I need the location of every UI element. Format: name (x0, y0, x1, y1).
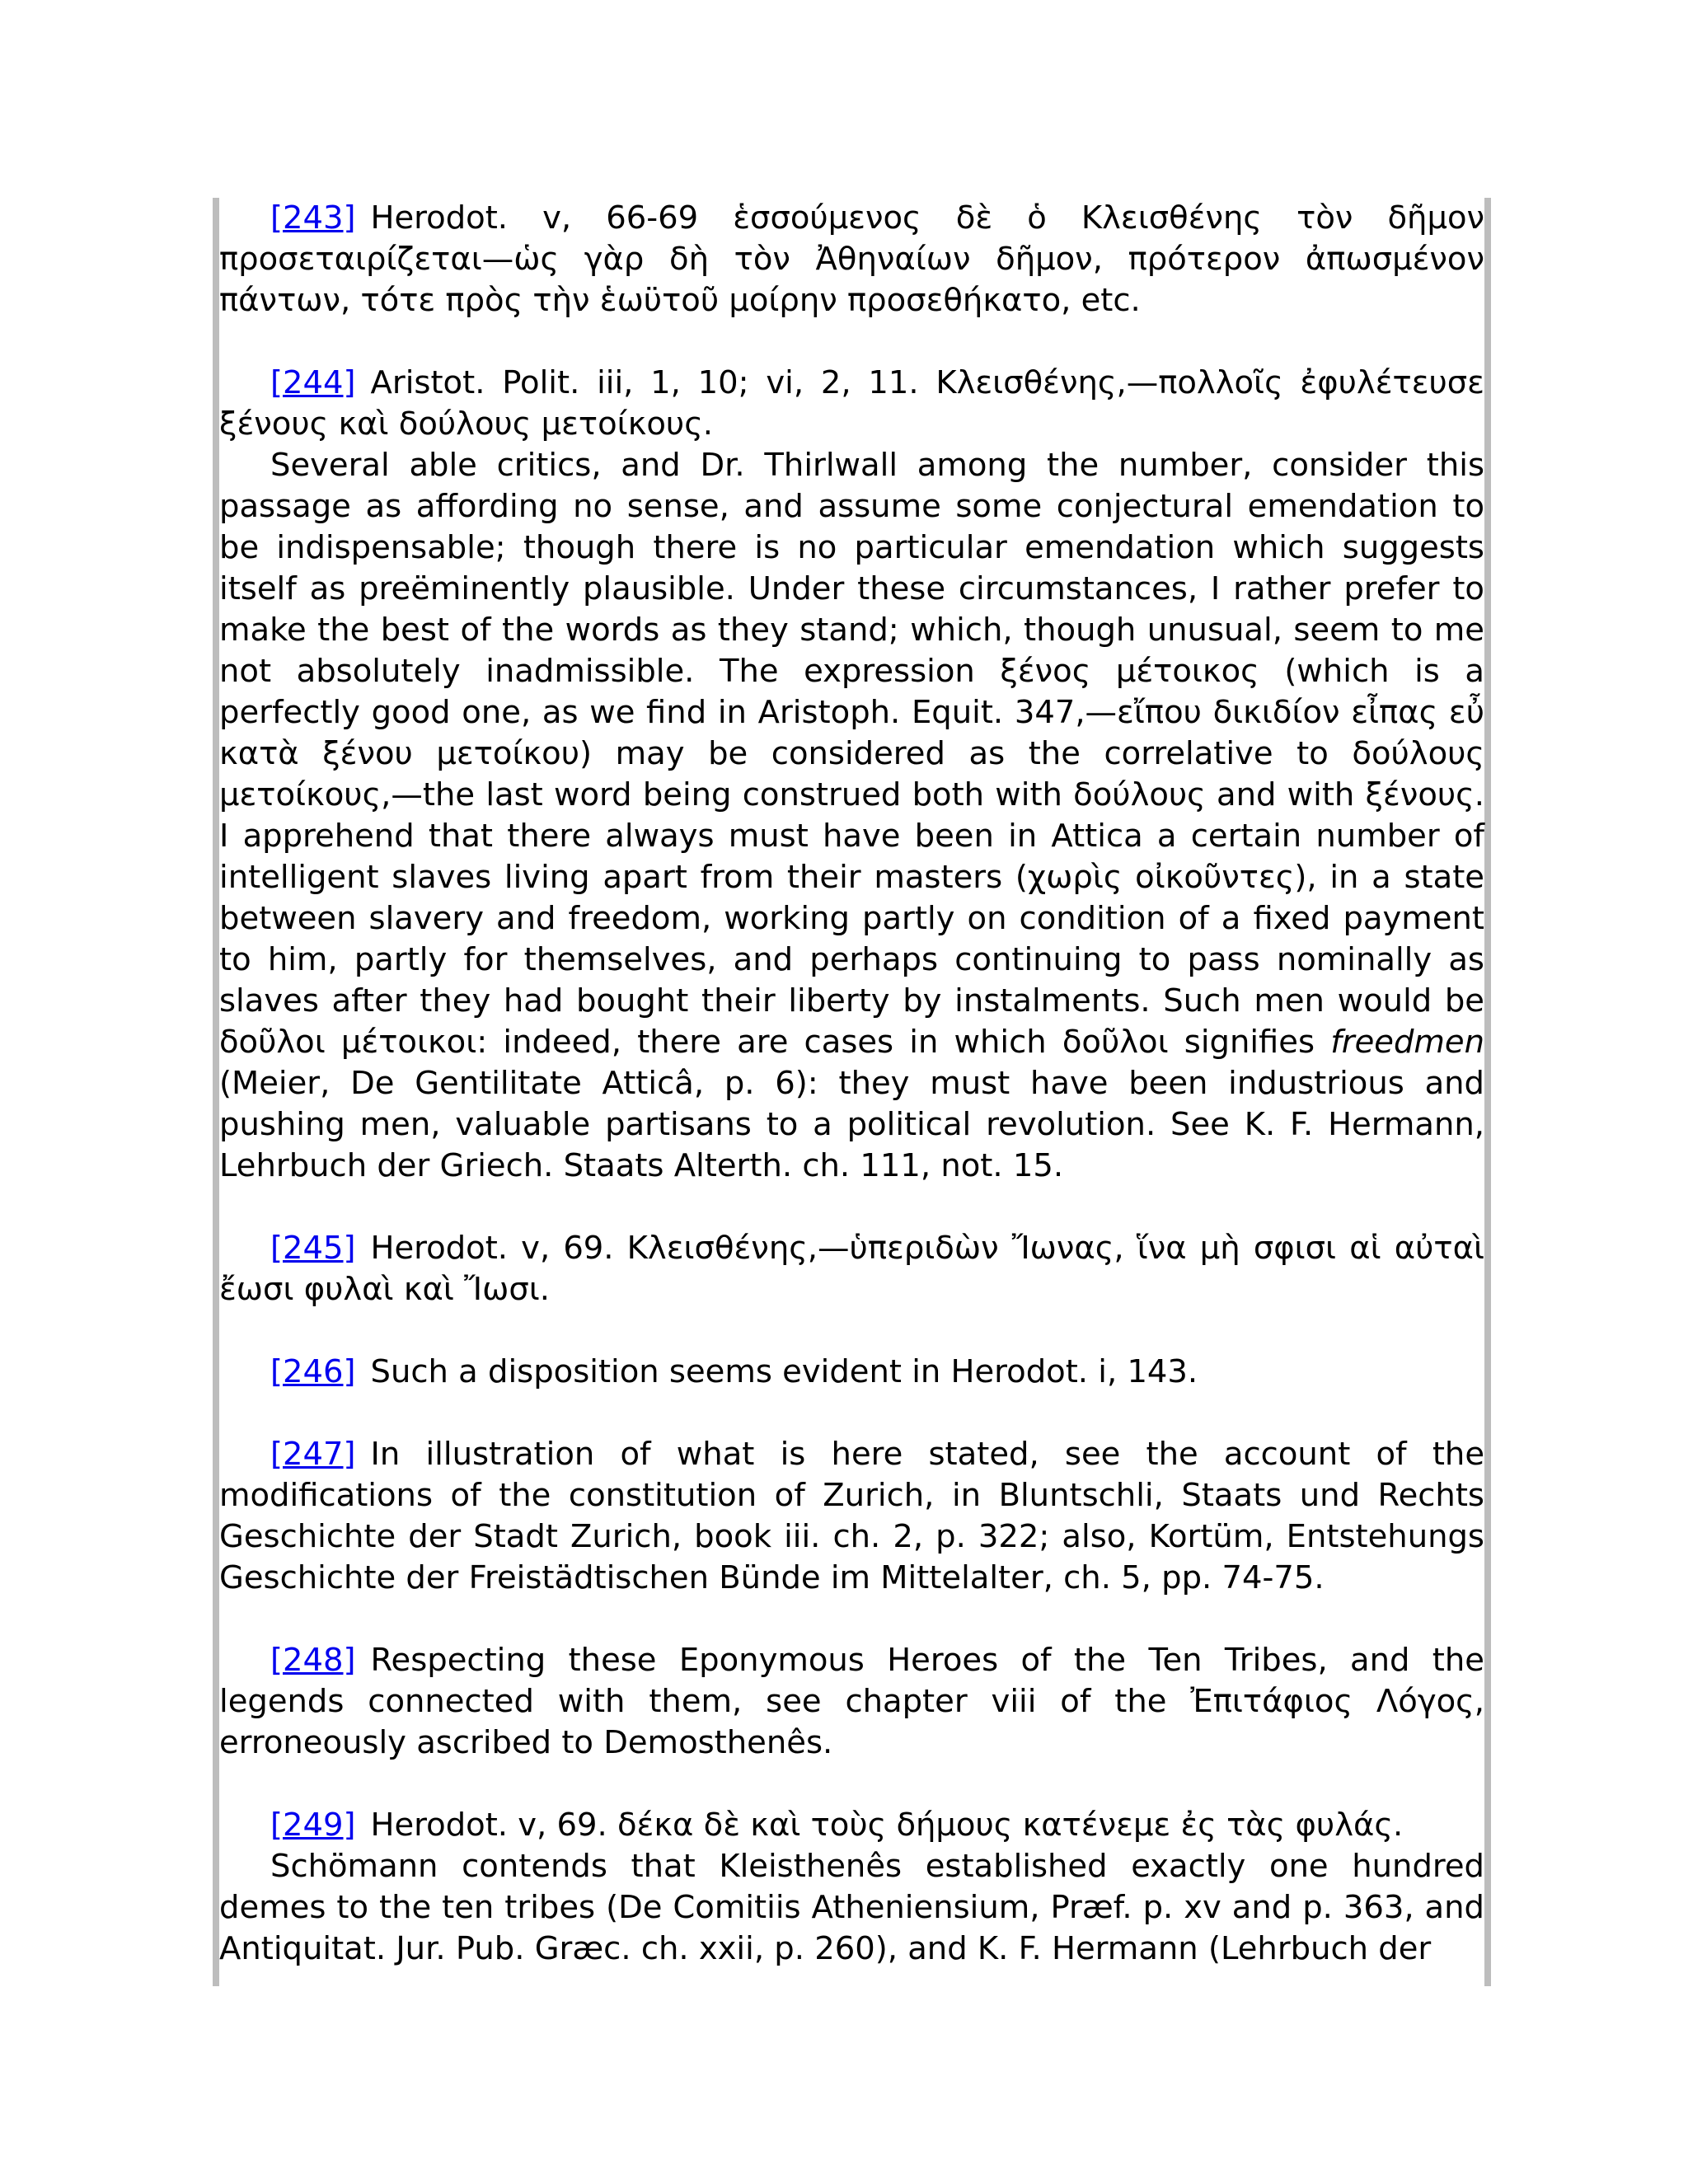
footnote-249 (219, 1805, 1484, 1970)
footnote-link-244[interactable]: [244] (270, 364, 356, 401)
footnote-link-247[interactable]: [247] (270, 1436, 356, 1473)
footnote-244 (219, 363, 1484, 1187)
footnote-link-245[interactable]: [245] (270, 1230, 356, 1267)
footnote-paragraph: [248] Respecting these Eponymous Heroes of the Ten Tribes, and the legends connected with them, see chapter viii of the Ἐπιτάφιος Λόγος, erroneously ascribed to Demosthenês. (219, 1642, 1484, 1761)
footnote-paragraph: Several able critics, and Dr. Thirlwall among the number, consider this passage as affording no sense, and assume some conjectural emendation to be indispensable; though there is no particular emendation which suggests itself as preëminently plausible. Under these circumstances, I rather prefer to make the best of the words as they stand; which, though unusual, seem to me not absolutely inadmissible. The expression ξένος μέτοικος (which is a perfectly good one, as we find in Aristoph. Equit. 347,—εἴπου δικιδίον εἶπας εὖ κατὰ ξένου μετοίκου) may be considered as the correlative to δούλους μετοίκους,—the last word being construed both with δούλους and with ξένους. I apprehend that there always must have been in Attica a certain number of intelligent slaves living apart from their masters (χωρὶς οἰκοῦντες), in a state between slavery and freedom, working partly on condition of a fixed payment to him, partly for themselves, and perhaps continuing to pass nominally as slaves after they had bought their liberty by instalments. Such men would be δοῦλοι μέτοικοι: indeed, there are cases in which δοῦλοι signifies freedmen (Meier, De Gentilitate Atticâ, p. 6): they must have been industrious and pushing men, valuable partisans to a political revolution. See K. F. Hermann, Lehrbuch der Griech. Staats Alterth. ch. 111, not. 15. (219, 447, 1484, 1184)
footnote-245 (219, 1228, 1484, 1310)
footnote-246 (219, 1352, 1484, 1393)
footnote-paragraph: Schömann contends that Kleisthenês established exactly one hundred demes to the ten tribes (De Comitiis Atheniensium, Præf. p. xv and p. 363, and Antiquitat. Jur. Pub. Græc. ch. xxii, p. 260), and K. F. Hermann (Lehrbuch der (219, 1848, 1484, 1967)
footnote-paragraph: [246] Such a disposition seems evident in Herodot. i, 143. (270, 1353, 1198, 1390)
footnote-paragraph: [249] Herodot. v, 69. δέκα δὲ καὶ τοὺς δήμους κατένεμε ἐς τὰς φυλάς. (270, 1807, 1404, 1844)
footnote-248 (219, 1640, 1484, 1764)
footnote-paragraph: [245] Herodot. v, 69. Κλεισθένης,—ὑπεριδὼν Ἴωνας, ἵνα μὴ σφισι αἱ αὐταὶ ἔωσι φυλαὶ καὶ Ἴωσι. (219, 1230, 1484, 1308)
footnotes-content (219, 198, 1484, 2011)
footnote-paragraph: [244] Aristot. Polit. iii, 1, 10; vi, 2, 11. Κλεισθένης,—πολλοῖς ἐφυλέτευσε ξένους καὶ δούλους μετοίκους. (219, 364, 1484, 443)
footnote-paragraph: [243] Herodot. v, 66-69 ἑσσούμενος δὲ ὁ Κλεισθένης τὸν δῆμον προσεταιρίζεται—ὡς γὰρ δὴ τὸν Ἀθηναίων δῆμον, πρότερον ἀπωσμένον πάντων, τότε πρὸς τὴν ἑωϋτοῦ μοίρην προσεθήκατο, etc. (219, 199, 1484, 319)
page-frame (213, 198, 1491, 1986)
footnote-link-249[interactable]: [249] (270, 1807, 356, 1844)
footnote-243 (219, 198, 1484, 321)
footnote-paragraph: [247] In illustration of what is here stated, see the account of the modifications of the constitution of Zurich, in Bluntschli, Staats und Rechts Geschichte der Stadt Zurich, book iii. ch. 2, p. 322; also, Kortüm, Entstehungs Geschichte der Freistädtischen Bünde im Mittelalter, ch. 5, pp. 74-75. (219, 1436, 1484, 1596)
footnote-link-248[interactable]: [248] (270, 1642, 356, 1679)
footnote-link-243[interactable]: [243] (270, 199, 356, 237)
footnote-link-246[interactable]: [246] (270, 1353, 356, 1390)
footnote-247 (219, 1434, 1484, 1599)
